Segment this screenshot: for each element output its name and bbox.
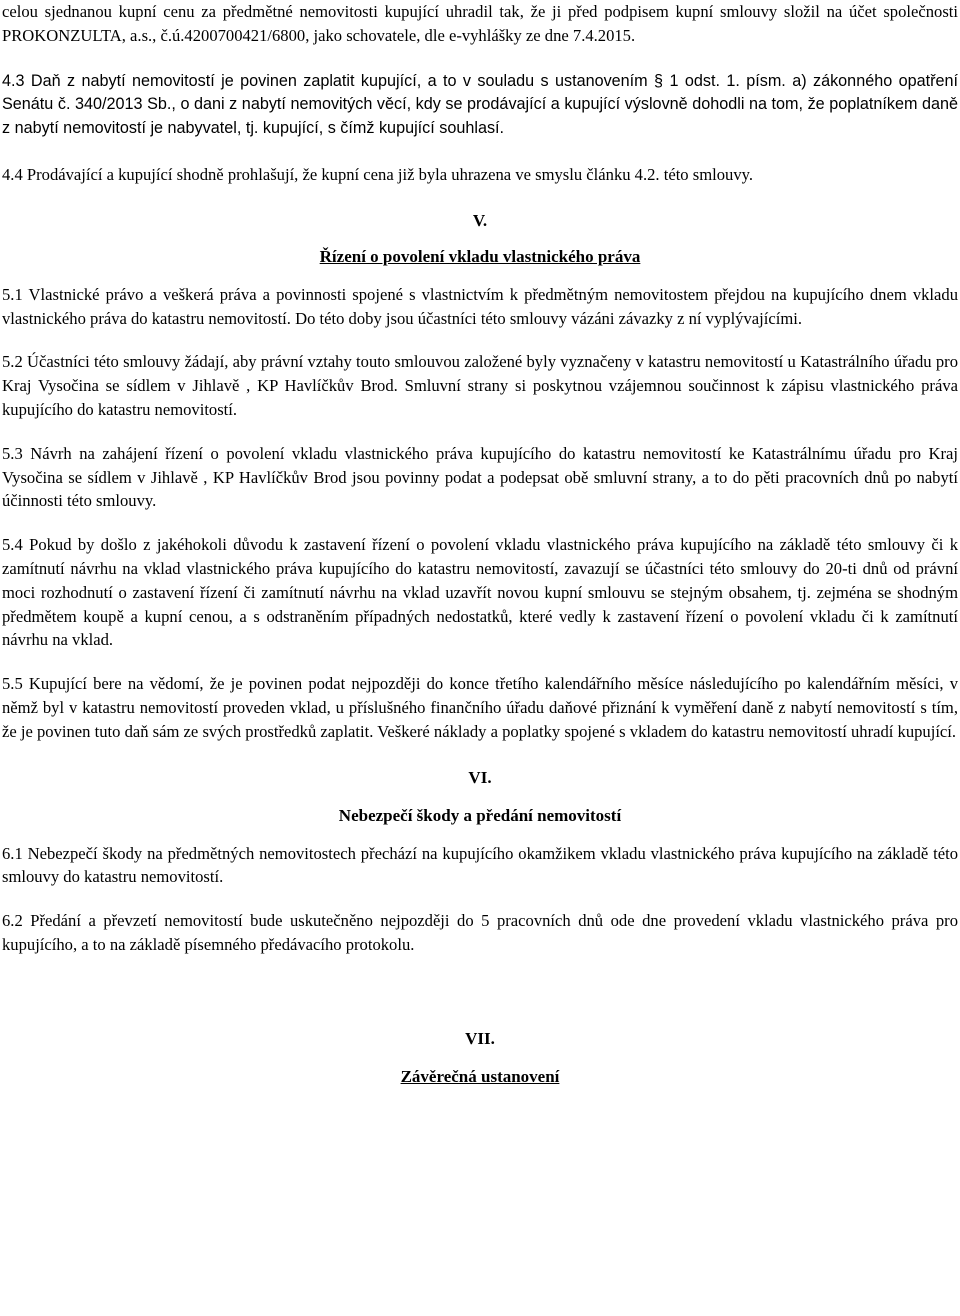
paragraph-6-1: 6.1 Nebezpečí škody na předmětných nemovitostech přechází na kupujícího okamžikem vkladu vlastnického práva kupujícího na základě této smlouvy do katastru nemovitostí. <box>2 843 958 887</box>
paragraph-5-2: 5.2 Účastníci této smlouvy žádají, aby právní vztahy touto smlouvou založené byly vyznačeny v katastru nemovitostí u Katastrálního úřadu pro Kraj Vysočina se sídlem v Jihlavě , KP Havlíčkův Brod. Smluvní strany si poskytnou vzájemnou součinnost k zápisu vlastnického práva kupujícího do katastru nemovitostí. <box>2 352 958 419</box>
section-vii-number: VII. <box>465 1028 495 1048</box>
paragraph-5-5: 5.5 Kupující bere na vědomí, že je povinen podat nejpozději do konce třetího kalendářního měsíce následujícího po kalendářním měsíci, v němž byl v katastru nemovitostí proveden vklad, u příslušného finančního úřadu daňové přiznání k vyměření daně z nabytí nemovitostí s tím, že je povinen tuto daň sám ze svých prostředků zaplatit. Veškeré náklady a poplatky spojené s vkladem do katastru nemovitostí uhradí kupující. <box>2 674 958 741</box>
section-v-number: V. <box>472 210 488 230</box>
paragraph-4-3: 4.3 Daň z nabytí nemovitostí je povinen zaplatit kupující, a to v souladu s ustanovením § 1 odst. 1. písm. a) zákonného opatření Senátu č. 340/2013 Sb., o dani z nabytí nemovitých věcí, kdy se prodávající a kupující výslovně dohodli na tom, že poplatníkem daně z nabytí nemovitostí je nabyvatel, tj. kupující, s čímž kupující souhlasí. <box>2 71 958 138</box>
paragraph-6-2: 6.2 Předání a převzetí nemovitostí bude uskutečněno nejpozději do 5 pracovních dnů ode dne provedení vkladu vlastnického práva pro kupujícího, a to na základě písemného předávacího protokolu. <box>2 911 958 954</box>
paragraph-intro: celou sjednanou kupní cenu za předmětné nemovitosti kupující uhradil tak, že ji před podpisem kupní smlouvy složil na účet společnosti PROKONZULTA, a.s., č.ú.4200700421/6800, jako schovatele, dle e-vyhlášky ze dne 7.4.2015. <box>2 2 958 45</box>
section-v-title: Řízení o povolení vkladu vlastnického práva <box>319 246 641 266</box>
section-vii-title: Závěrečná ustanovení <box>400 1066 560 1086</box>
paragraph-4-4: 4.4 Prodávající a kupující shodně prohlašují, že kupní cena již byla uhrazena ve smyslu článku 4.2. této smlouvy. <box>2 164 753 184</box>
section-vi-number: VI. <box>468 767 492 787</box>
paragraph-5-1: 5.1 Vlastnické právo a veškerá práva a povinnosti spojené s vlastnictvím k předmětným nemovitostem přejdou na kupujícího dnem vkladu vlastnického práva do katastru nemovitostí. Do této doby jsou účastníci této smlouvy vázáni závazky z ní vyplývajícími. <box>2 284 958 328</box>
paragraph-5-4: 5.4 Pokud by došlo z jakéhokoli důvodu k zastavení řízení o povolení vkladu vlastnického práva kupujícího na základě této smlouvy či k zamítnutí návrhu na vklad vlastnického práva kupujícího do katastru nemovitostí, zavazují se účastníci této smlouvy do 20-ti dnů od právní moci rozhodnutí o zastavení řízení či zamítnutí návrhu na vklad uzavřít novou kupní smlouvu se stejným obsahem, tj. zejména se shodným předmětem koupě a kupní cenou, a s odstraněním případných nedostatků, které vedly k zastavení řízení o povolení vkladu či k zamítnutí návrhu na vklad. <box>2 535 958 650</box>
section-vi-title: Nebezpečí škody a předání nemovitostí <box>338 805 622 825</box>
paragraph-5-3: 5.3 Návrh na zahájení řízení o povolení vkladu vlastnického práva kupujícího do katastru nemovitostí ke Katastrálnímu úřadu pro Kraj Vysočina se sídlem v Jihlavě , KP Havlíčkův Brod jsou povinny podat a podepsat obě smluvní strany, a to do pěti pracovních dnů po nabytí účinnosti této smlouvy. <box>2 443 958 511</box>
